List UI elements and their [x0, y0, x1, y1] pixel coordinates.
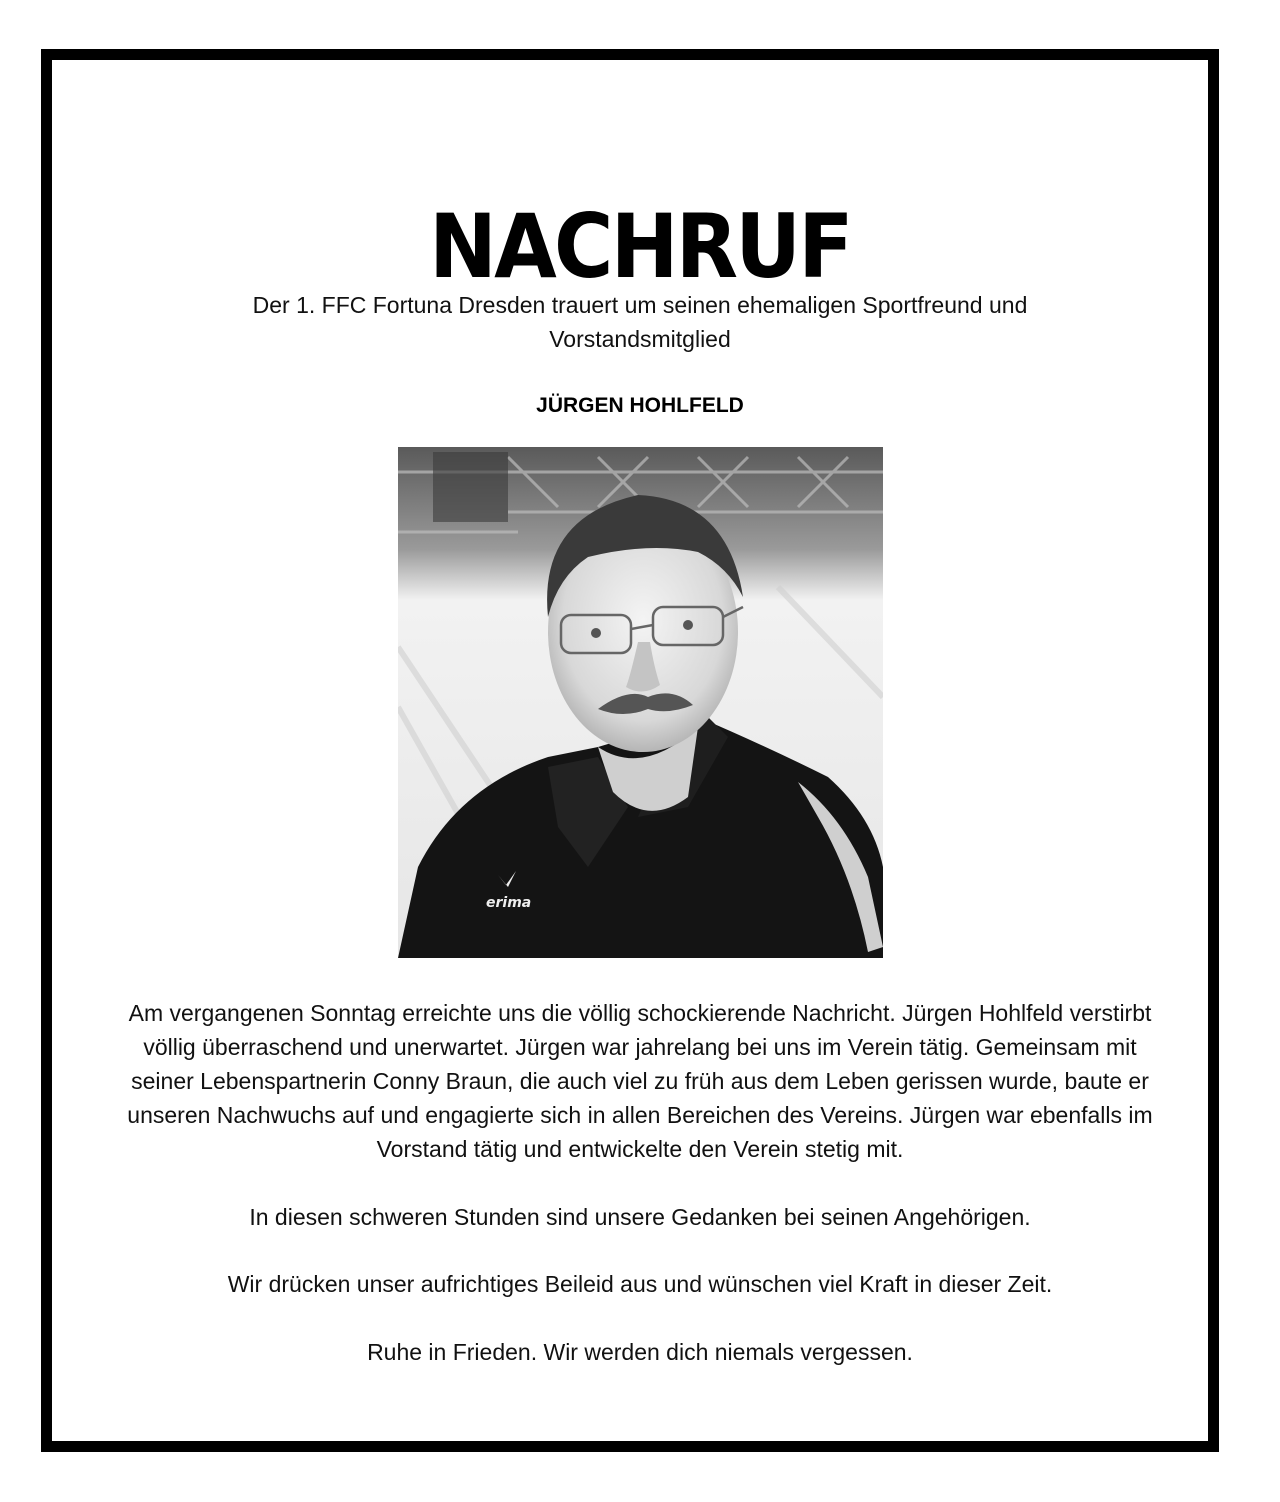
- svg-text:erima: erima: [486, 895, 532, 911]
- portrait-photo: [398, 447, 883, 958]
- intro-text: Der 1. FFC Fortuna Dresden trauert um seinen ehemaligen Sportfreund und Vorstandsmitglied: [252, 292, 1028, 352]
- obituary-paragraph-sympathy: Wir drücken unser aufrichtiges Beileid aus und wünschen viel Kraft in dieser Zeit.: [227, 1271, 1053, 1297]
- obituary-paragraph-farewell: Ruhe in Frieden. Wir werden dich niemals vergessen.: [367, 1339, 913, 1365]
- page-title: NACHRUF: [429, 194, 851, 298]
- portrait-image: [398, 447, 883, 958]
- obituary-paragraph-condolence-family: In diesen schweren Stunden sind unsere Gedanken bei seinen Angehörigen.: [249, 1204, 1031, 1230]
- obituary-paragraph-main: Am vergangenen Sonntag erreichte uns die völlig schockierende Nachricht. Jürgen Hohlfeld verstirbt völlig überraschend und unerwartet. Jürgen war jahrelang bei uns im Verein tätig. Gemeinsam mit seiner Lebenspartnerin Conny Braun, die auch viel zu früh aus dem Leben gerissen wurde, baute er unseren Nachwuchs auf und engagierte sich in allen Bereichen des Vereins. Jürgen war ebenfalls im Vorstand tätig und entwickelte den Verein stetig mit.: [127, 1000, 1153, 1162]
- deceased-name: JÜRGEN HOHLFELD: [536, 394, 744, 417]
